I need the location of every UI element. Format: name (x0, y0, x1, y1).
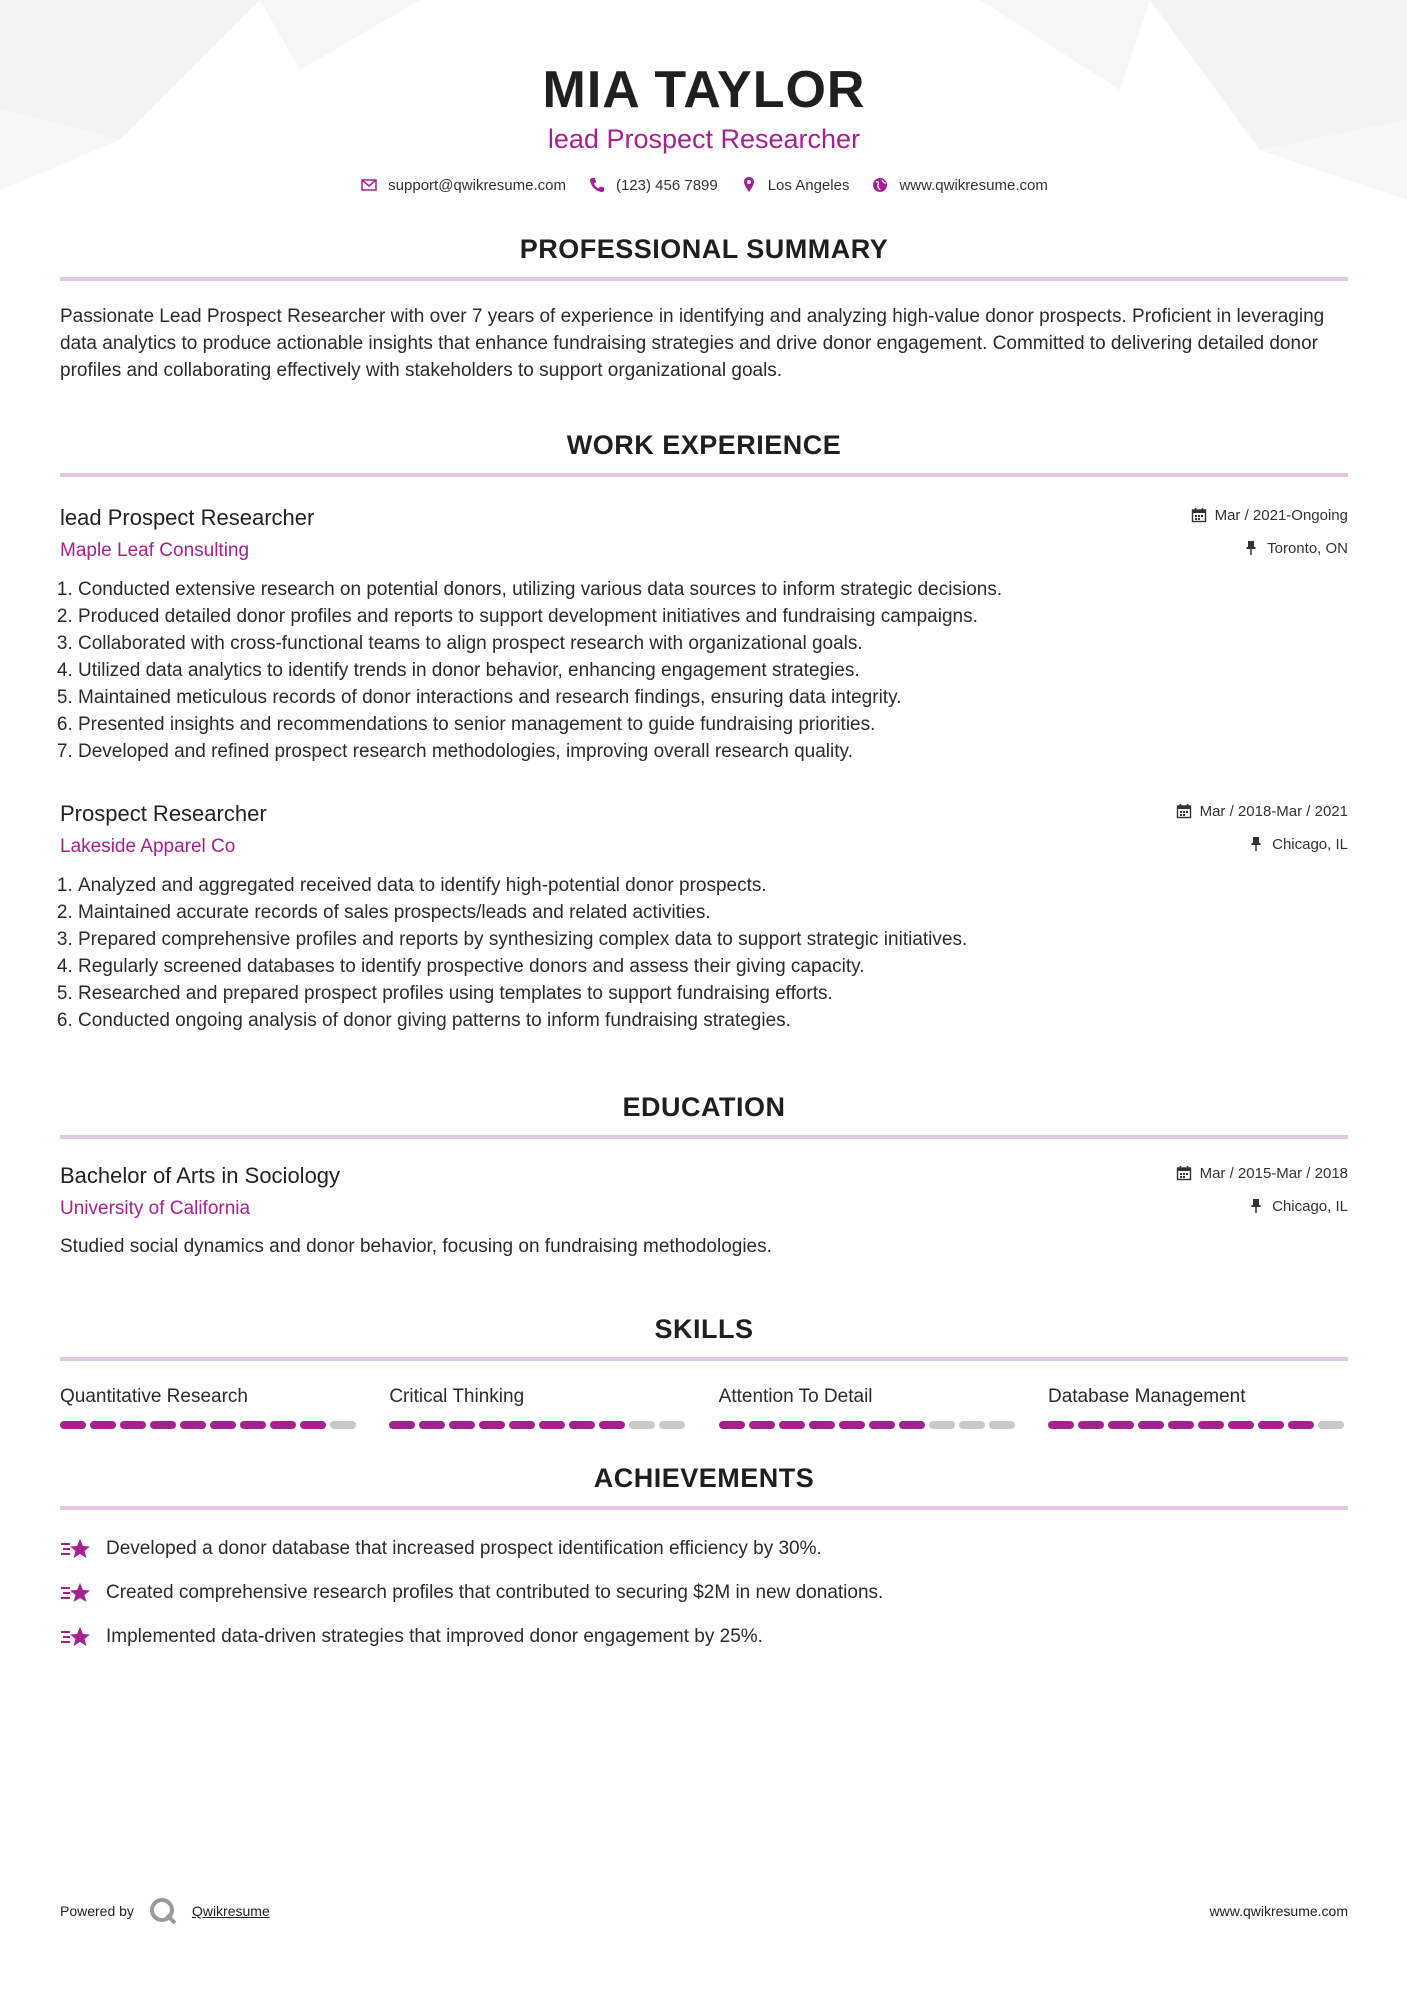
phone-icon (588, 176, 606, 194)
list-item: 1. Analyzed and aggregated received data to identify high-potential donor prospects. (78, 872, 1348, 899)
education-description: Studied social dynamics and donor behavior, focusing on fundraising methodologies. (60, 1236, 772, 1257)
achievement-item (60, 1622, 1348, 1652)
skill-segment-filled (150, 1421, 176, 1429)
skill-segment-filled (539, 1421, 565, 1429)
achievements-section (60, 1463, 1348, 1652)
education-degree: Bachelor of Arts in Sociology (60, 1163, 341, 1188)
contact-email[interactable] (360, 176, 566, 194)
job-company: Lakeside Apparel Co (60, 836, 236, 857)
achievements-heading: ACHIEVEMENTS (60, 1463, 1348, 1510)
skill-segment-filled (180, 1421, 206, 1429)
skill-segment-filled (389, 1421, 415, 1429)
skill-segment-filled (809, 1421, 835, 1429)
brand-link[interactable]: Qwikresume (191, 1903, 270, 1919)
achievement-text: Developed a donor database that increased prospect identification efficiency by 30%. (106, 1538, 822, 1559)
skill-rating-bar (719, 1421, 1019, 1429)
contact-website-text: www.qwikresume.com (899, 176, 1048, 194)
skill-segment-filled (869, 1421, 895, 1429)
contact-location-text: Los Angeles (767, 176, 850, 194)
list-item: 7. Developed and refined prospect research methodologies, improving overall research quality. (78, 738, 1348, 765)
skills-list (60, 1383, 1348, 1429)
skill-segment-filled (270, 1421, 296, 1429)
list-item: 3. Prepared comprehensive profiles and reports by synthesizing complex data to support strategic initiatives. (78, 926, 1348, 953)
map-pin-icon (740, 176, 758, 194)
shooting-star-icon (60, 1536, 92, 1562)
pushpin-icon (1248, 836, 1264, 852)
skill-segment-filled (1108, 1421, 1134, 1429)
skill-segment-filled (899, 1421, 925, 1429)
skill-item (389, 1383, 689, 1429)
achievement-item (60, 1578, 1348, 1608)
experience-section (60, 430, 1348, 1034)
skill-segment-filled (300, 1421, 326, 1429)
skill-segment-filled (509, 1421, 535, 1429)
skill-segment-filled (1228, 1421, 1254, 1429)
skills-heading: SKILLS (60, 1314, 1348, 1361)
list-item: 4. Utilized data analytics to identify trends in donor behavior, enhancing engagement strategies. (78, 657, 1348, 684)
job-entry (60, 503, 1348, 765)
envelope-icon (360, 176, 378, 194)
resume-header (60, 0, 1348, 194)
list-item: 1. Conducted extensive research on potential donors, utilizing various data sources to inform strategic decisions. (78, 576, 1348, 603)
skill-segment-empty (929, 1421, 955, 1429)
skill-segment-filled (569, 1421, 595, 1429)
skill-segment-empty (1318, 1421, 1344, 1429)
job-dates: Mar / 2021-Ongoing (1214, 506, 1348, 524)
skill-segment-filled (240, 1421, 266, 1429)
job-meta (1191, 503, 1348, 560)
resume-page (60, 0, 1348, 1666)
list-item: 3. Collaborated with cross-functional teams to align prospect research with organizational goals. (78, 630, 1348, 657)
powered-by (60, 1896, 270, 1926)
job-location: Chicago, IL (1272, 835, 1348, 853)
skill-segment-filled (120, 1421, 146, 1429)
skill-segment-filled (719, 1421, 745, 1429)
pushpin-icon (1243, 540, 1259, 556)
list-item: 2. Produced detailed donor profiles and reports to support development initiatives and fundraising campaigns. (78, 603, 1348, 630)
skill-segment-empty (330, 1421, 356, 1429)
contact-phone[interactable] (588, 176, 718, 194)
contact-location (740, 176, 850, 194)
skill-rating-bar (1048, 1421, 1348, 1429)
qwikresume-logo-icon (148, 1896, 178, 1926)
skill-item (719, 1383, 1019, 1429)
achievement-text: Created comprehensive research profiles that contributed to securing $2M in new donations. (106, 1582, 884, 1603)
education-dates: Mar / 2015-Mar / 2018 (1199, 1164, 1348, 1182)
list-item: 5. Maintained meticulous records of donor interactions and research findings, ensuring data integrity. (78, 684, 1348, 711)
education-section (60, 1092, 1348, 1258)
job-title: Prospect Researcher (60, 801, 267, 826)
education-heading: EDUCATION (60, 1092, 1348, 1139)
skill-segment-filled (1168, 1421, 1194, 1429)
skill-segment-filled (60, 1421, 86, 1429)
skill-rating-bar (389, 1421, 689, 1429)
contact-bar (60, 176, 1348, 194)
education-meta (1176, 1161, 1348, 1218)
skill-segment-empty (989, 1421, 1015, 1429)
skill-segment-filled (449, 1421, 475, 1429)
list-item: 5. Researched and prepared prospect profiles using templates to support fundraising efforts. (78, 980, 1348, 1007)
achievement-text: Implemented data-driven strategies that improved donor engagement by 25%. (106, 1626, 763, 1647)
skill-segment-filled (1258, 1421, 1284, 1429)
skill-segment-empty (959, 1421, 985, 1429)
skill-rating-bar (60, 1421, 360, 1429)
shooting-star-icon (60, 1580, 92, 1606)
job-bullets (60, 576, 1348, 765)
job-meta (1176, 799, 1348, 856)
list-item: 2. Maintained accurate records of sales prospects/leads and related activities. (78, 899, 1348, 926)
achievement-item (60, 1534, 1348, 1564)
globe-icon (871, 176, 889, 194)
skill-name: Database Management (1047, 1386, 1246, 1407)
skill-segment-filled (479, 1421, 505, 1429)
skill-segment-filled (839, 1421, 865, 1429)
summary-heading: PROFESSIONAL SUMMARY (60, 234, 1348, 281)
job-company: Maple Leaf Consulting (60, 540, 250, 561)
calendar-icon (1176, 803, 1192, 819)
skill-segment-filled (419, 1421, 445, 1429)
experience-heading: WORK EXPERIENCE (60, 430, 1348, 477)
summary-section (60, 234, 1348, 384)
contact-website[interactable] (871, 176, 1047, 194)
skill-segment-empty (629, 1421, 655, 1429)
skill-segment-filled (1078, 1421, 1104, 1429)
job-dates: Mar / 2018-Mar / 2021 (1199, 802, 1348, 820)
achievements-list (60, 1534, 1348, 1652)
skill-segment-filled (1138, 1421, 1164, 1429)
job-bullets (60, 872, 1348, 1034)
skill-segment-filled (779, 1421, 805, 1429)
skill-segment-filled (749, 1421, 775, 1429)
candidate-name: MIA TAYLOR (542, 61, 866, 119)
contact-email-text: support@qwikresume.com (388, 176, 566, 194)
contact-phone-text: (123) 456 7899 (615, 176, 718, 194)
skill-segment-filled (599, 1421, 625, 1429)
job-location: Toronto, ON (1267, 539, 1348, 557)
skill-segment-filled (1048, 1421, 1074, 1429)
skill-name: Critical Thinking (389, 1386, 525, 1407)
skill-name: Attention To Detail (718, 1386, 873, 1407)
shooting-star-icon (60, 1624, 92, 1650)
skills-section (60, 1314, 1348, 1429)
summary-text: Passionate Lead Prospect Researcher with over 7 years of experience in identifying and analyzing high-value donor prospects. Proficient in leveraging data analytics to produce actionable insights that enhance fundraising strategies and drive donor engagement. Committed to delivering detailed donor profiles and collaborating effectively with stakeholders to support organizational goals. (60, 306, 1325, 381)
skill-segment-filled (1288, 1421, 1314, 1429)
pushpin-icon (1248, 1198, 1264, 1214)
calendar-icon (1176, 1165, 1192, 1181)
education-school: University of California (60, 1198, 251, 1219)
skill-segment-empty (659, 1421, 685, 1429)
skill-name: Quantitative Research (60, 1386, 248, 1407)
calendar-icon (1191, 507, 1207, 523)
job-entry (60, 799, 1348, 1034)
footer-website[interactable]: www.qwikresume.com (1209, 1903, 1348, 1919)
job-title: lead Prospect Researcher (60, 505, 315, 530)
skill-item (1048, 1383, 1348, 1429)
skill-segment-filled (1198, 1421, 1224, 1429)
footer (60, 1896, 1348, 1926)
skill-segment-filled (90, 1421, 116, 1429)
powered-by-label: Powered by (60, 1903, 134, 1919)
list-item: 4. Regularly screened databases to identify prospective donors and assess their giving capacity. (78, 953, 1348, 980)
list-item: 6. Presented insights and recommendations to senior management to guide fundraising priorities. (78, 711, 1348, 738)
candidate-title: lead Prospect Researcher (547, 124, 861, 154)
skill-segment-filled (210, 1421, 236, 1429)
education-entry (60, 1161, 1348, 1258)
education-location: Chicago, IL (1272, 1197, 1348, 1215)
skill-item (60, 1383, 360, 1429)
list-item: 6. Conducted ongoing analysis of donor giving patterns to inform fundraising strategies. (78, 1007, 1348, 1034)
